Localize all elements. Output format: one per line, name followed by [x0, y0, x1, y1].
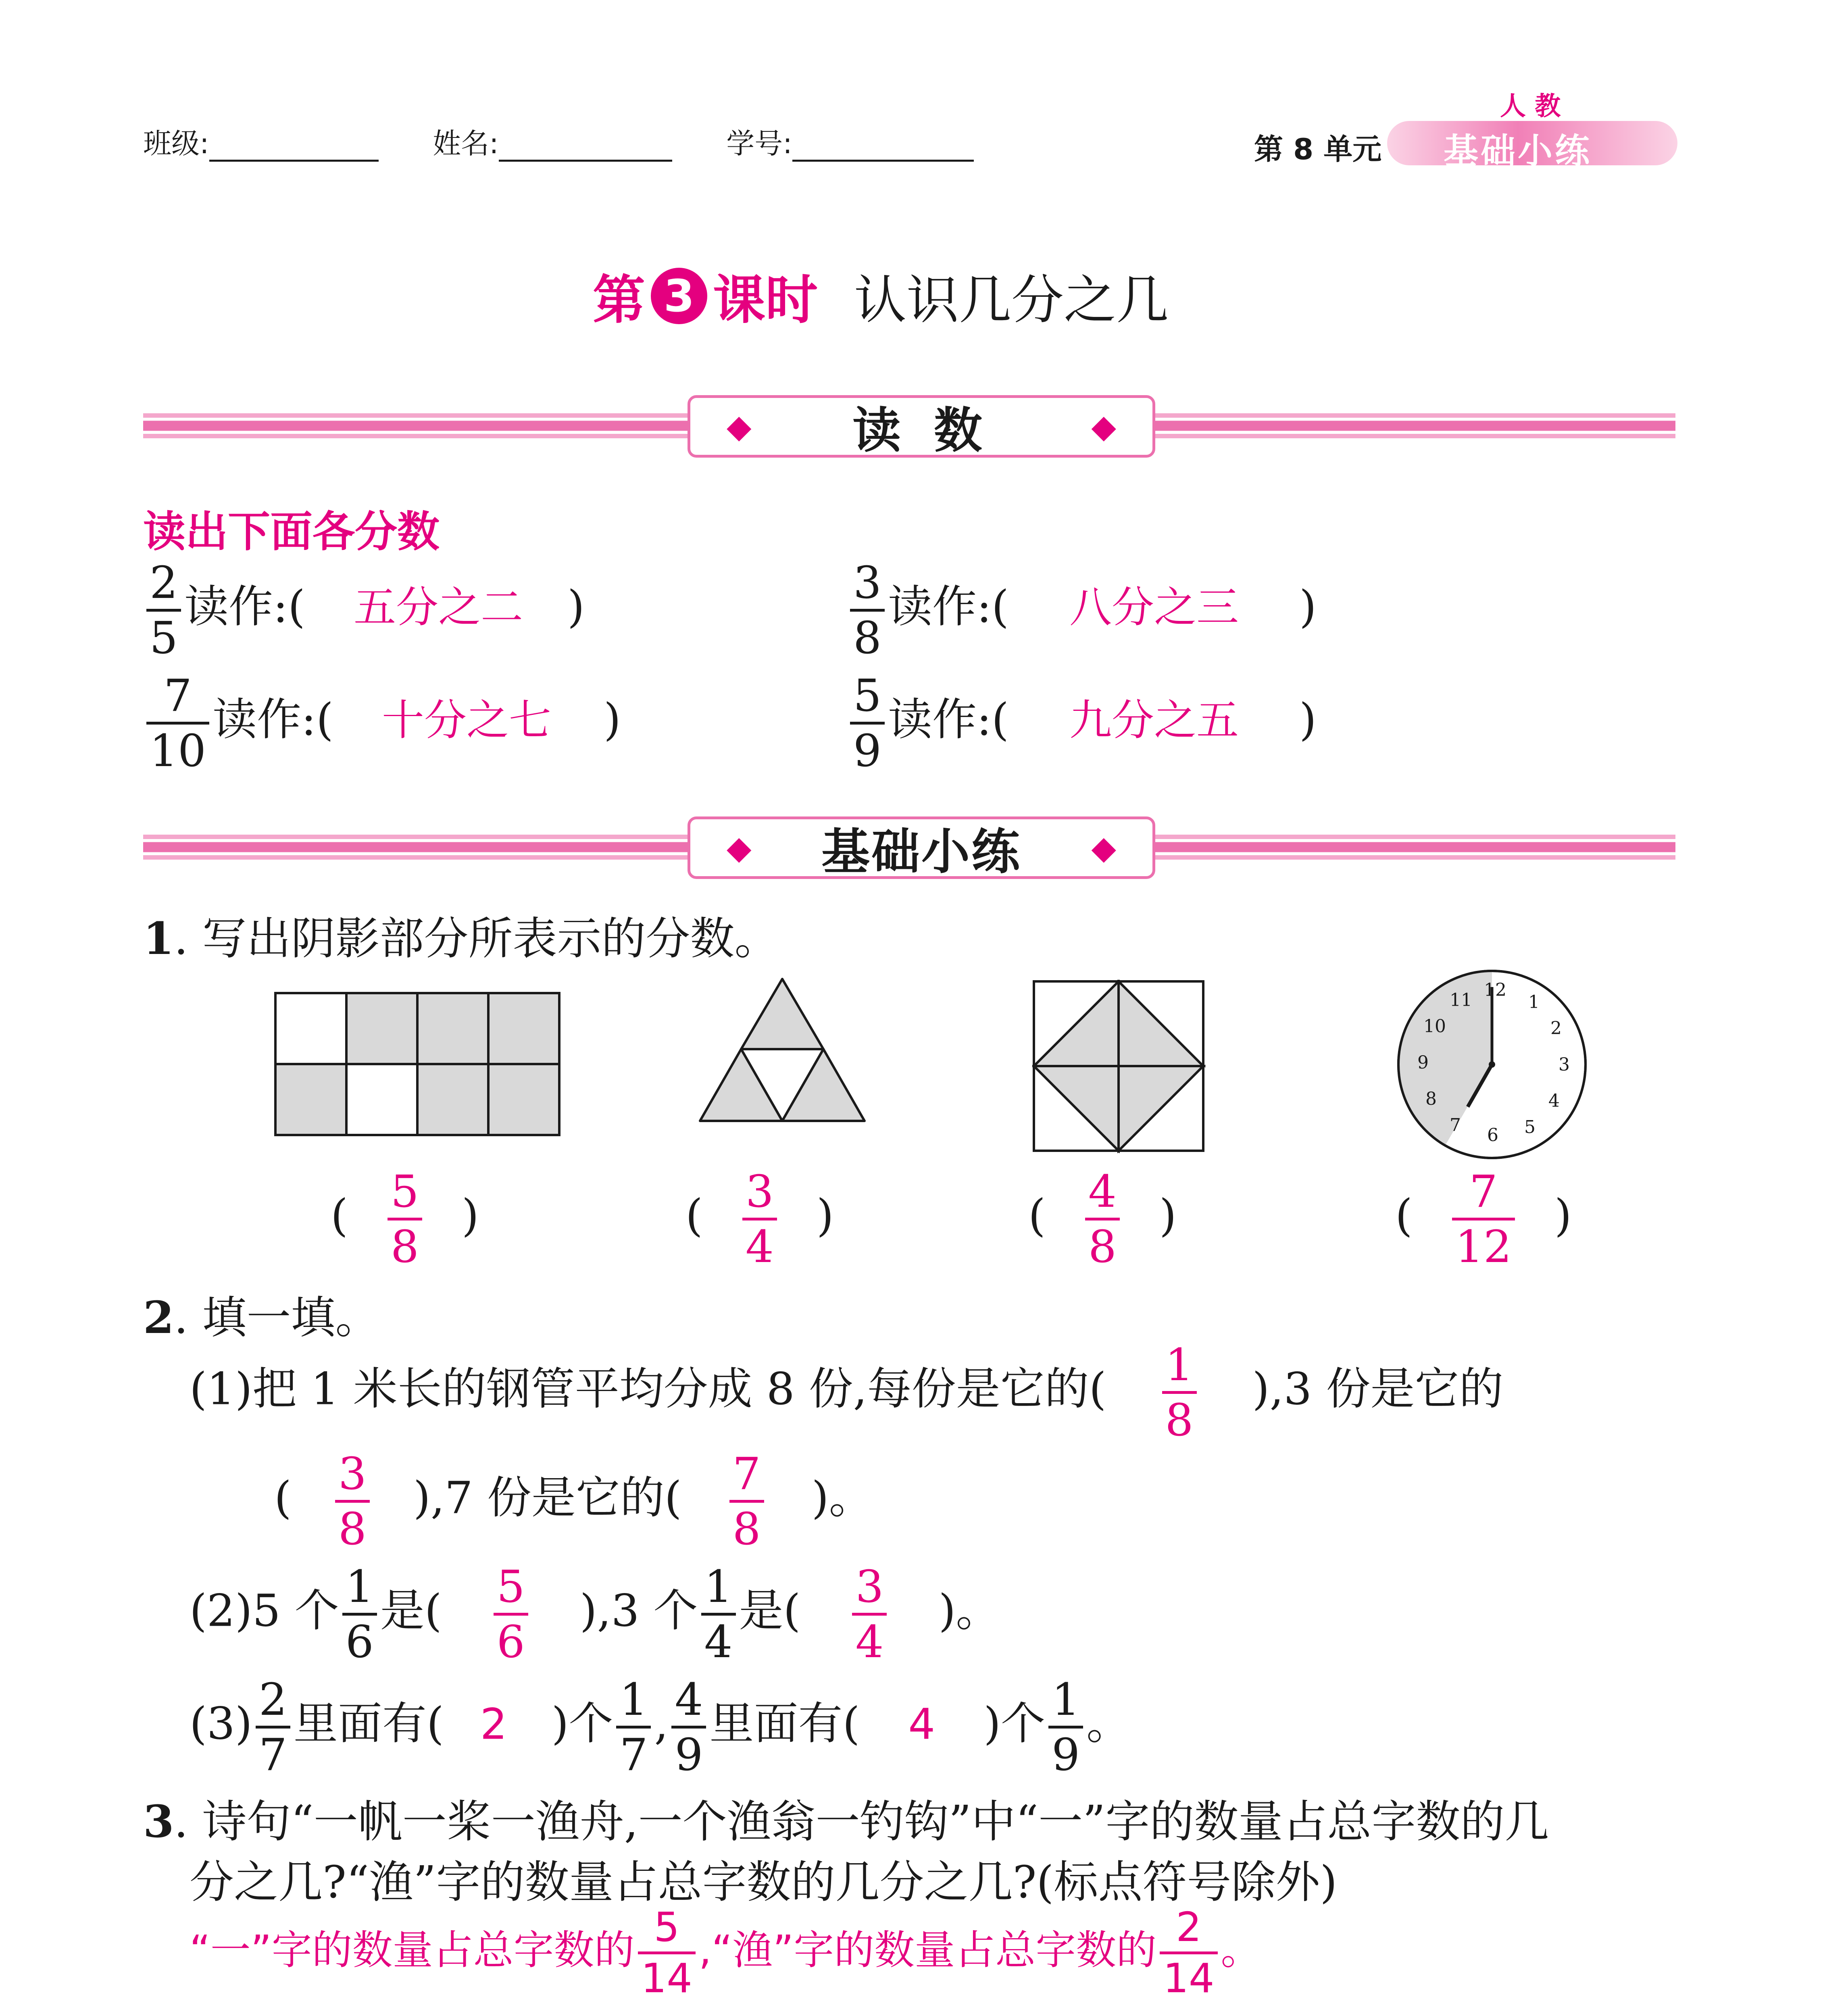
read-as-label: 读作:( [212, 694, 333, 746]
q2-part1-line2: ( $\frac{3}{8}$ ),7 份是它的( $\frac{7}{8}$ )。 [274, 1448, 873, 1555]
answer-text: ,“渔”字的数量占总字数的 [698, 1926, 1157, 1974]
answer-text: 九分之五 [1069, 696, 1239, 745]
triangle-shaded [741, 979, 823, 1049]
answer-text: 五分之二 [353, 583, 523, 632]
text: )个 [551, 1697, 613, 1749]
q1-text [143, 903, 779, 967]
clock-number: 2 [1550, 1018, 1562, 1039]
grid-cell-shaded [417, 993, 488, 1064]
q1-grid-figure [274, 992, 560, 1137]
answer-fraction: $\frac{4}{8}$ [1085, 1169, 1120, 1269]
answer-fraction: $\frac{3}{8}$ [335, 1452, 370, 1551]
grid-cell-shaded [488, 1064, 559, 1135]
text: 里面有( [709, 1697, 860, 1749]
question-number: 3 [143, 1795, 174, 1847]
fraction: $\frac{3}{8}$ [850, 560, 885, 660]
q3-line2: 分之几?“渔”字的数量占总字数的几分之几?(标点符号除外) [190, 1856, 1338, 1908]
question-text: . 诗句“一帆一桨一渔舟,一个渔翁一钓钩”中“一”字的数量占总字数的几 [174, 1796, 1549, 1847]
answer-fraction: $\frac{5}{8}$ [388, 1169, 422, 1269]
clock-number: 9 [1417, 1052, 1429, 1073]
section-title-basic: 基础小练 [821, 824, 1021, 880]
header-fields [143, 121, 974, 162]
text: 是( [739, 1585, 801, 1637]
read-as-label: 读作:( [888, 694, 1009, 746]
q3-answer [190, 1904, 1261, 2002]
diamond-icon: ◆ [727, 408, 752, 445]
class-field[interactable] [209, 160, 379, 162]
lesson-number-badge: 3 [651, 268, 707, 324]
answer-fraction: $\frac{7}{8}$ [729, 1452, 764, 1551]
text: ),3 个 [579, 1585, 698, 1637]
q2-part2 [190, 1561, 1000, 1668]
grid-cell-shaded [275, 1064, 346, 1135]
read-as-label: 读作:( [184, 581, 305, 633]
answer-fraction: $\frac{5}{14}$ [638, 1907, 696, 1999]
text: 里面有( [293, 1697, 444, 1749]
grid-cell [346, 1064, 417, 1135]
clock-number: 5 [1524, 1117, 1536, 1137]
grid-cell-shaded [488, 993, 559, 1064]
clock-number: 6 [1487, 1125, 1498, 1145]
text: (3) [190, 1697, 252, 1749]
q1-square-figure [1032, 980, 1206, 1153]
unit-label: 第 8 单元 [1254, 132, 1382, 166]
answer-fraction: $\frac{7}{12}$ [1452, 1169, 1515, 1269]
grid-cell [275, 993, 346, 1064]
answer-text: “一”字的数量占总字数的 [190, 1926, 635, 1974]
fraction: $\frac{1}{9}$ [1048, 1677, 1083, 1777]
q2-part1-line1 [190, 1339, 1504, 1446]
close-paren: ) [603, 694, 621, 746]
answer-fraction: $\frac{5}{6}$ [494, 1564, 528, 1664]
section-header-basic [688, 816, 1155, 879]
clock-number: 11 [1450, 990, 1472, 1010]
text: )。 [938, 1585, 1000, 1637]
fraction: $\frac{1}{4}$ [701, 1564, 736, 1664]
fraction: $\frac{2}{7}$ [256, 1677, 290, 1777]
grid-cell-shaded [346, 993, 417, 1064]
answer-text: 十分之七 [381, 696, 551, 745]
section-title-reading: 读 数 [852, 402, 990, 459]
clock-number: 10 [1423, 1016, 1446, 1037]
class-label: 班级: [143, 127, 209, 160]
clock-number: 8 [1425, 1089, 1437, 1109]
answer-text: 4 [908, 1699, 936, 1749]
text: (1)把 1 米长的钢管平均分成 8 份,每份是它的( [190, 1363, 1106, 1415]
id-label: 学号: [726, 127, 792, 160]
diamond-icon: ◆ [1091, 408, 1116, 445]
question-text: . 写出阴影部分所表示的分数。 [174, 913, 779, 964]
q1-answer-2: ( $\frac{3}{4}$ ) [685, 1166, 834, 1272]
section-header-reading [688, 395, 1155, 458]
question-text: . 填一填。 [174, 1292, 380, 1343]
clock-number: 7 [1450, 1115, 1461, 1135]
text: (2)5 个 [190, 1585, 339, 1637]
answer-text: 2 [480, 1699, 507, 1749]
close-paren: ) [567, 581, 585, 633]
close-paren: ) [1299, 581, 1317, 633]
fraction: $\frac{1}{6}$ [342, 1564, 377, 1664]
clock-number: 3 [1558, 1054, 1570, 1075]
id-field[interactable] [792, 160, 974, 162]
reading-item-2 [847, 557, 1317, 664]
text: )。 [811, 1472, 873, 1524]
reading-item-1 [143, 557, 585, 664]
name-field[interactable] [499, 160, 672, 162]
question-number: 1 [143, 912, 174, 964]
title-suffix: 课时 [713, 269, 818, 331]
read-as-label: 读作:( [888, 581, 1009, 633]
badge-main-label: 基础小练 [1444, 131, 1592, 171]
answer-fraction: $\frac{3}{4}$ [742, 1169, 777, 1269]
close-paren: ) [1299, 694, 1317, 746]
clock-number: 4 [1548, 1091, 1560, 1111]
diamond-icon: ◆ [1091, 829, 1116, 866]
title-prefix: 第 [593, 269, 646, 331]
fraction: $\frac{2}{5}$ [146, 560, 181, 660]
q1-answer-4: ( $\frac{7}{12}$ ) [1395, 1166, 1572, 1272]
title-topic: 认识几分之几 [854, 269, 1169, 331]
answer-fraction: $\frac{3}{4}$ [852, 1564, 887, 1664]
q1-clock-figure [1395, 968, 1589, 1161]
q2-part3 [190, 1674, 1131, 1781]
fraction: $\frac{5}{9}$ [850, 673, 885, 773]
question-number: 2 [143, 1291, 174, 1343]
reading-instruction: 读出下面各分数 [143, 507, 440, 556]
text: )个 [983, 1697, 1046, 1749]
clock-number: 12 [1484, 980, 1506, 1000]
q3-line1 [143, 1786, 1549, 1850]
text: 是( [380, 1585, 442, 1637]
name-label: 姓名: [433, 127, 499, 160]
page-title [593, 258, 1169, 333]
grid-cell-shaded [417, 1064, 488, 1135]
q1-answer-3: ( $\frac{4}{8}$ ) [1028, 1166, 1177, 1272]
q1-answer-1: ( $\frac{5}{8}$ ) [331, 1166, 479, 1272]
q1-triangle-figure [698, 976, 867, 1125]
text: ),7 份是它的( [413, 1472, 682, 1524]
answer-fraction: $\frac{2}{14}$ [1160, 1907, 1217, 1999]
answer-text: 。 [1221, 1926, 1261, 1974]
fraction: $\frac{4}{9}$ [671, 1677, 706, 1777]
clock-number: 1 [1528, 992, 1540, 1012]
reading-item-3 [143, 670, 621, 777]
fraction: $\frac{1}{7}$ [616, 1677, 651, 1777]
fraction: $\frac{7}{10}$ [146, 673, 209, 773]
text: ),3 份是它的 [1252, 1363, 1504, 1415]
answer-fraction: $\frac{1}{8}$ [1162, 1343, 1197, 1442]
answer-text: 八分之三 [1069, 583, 1239, 632]
badge-top-label: 人 教 [1500, 92, 1561, 121]
reading-item-4 [847, 670, 1317, 777]
q2-text [143, 1282, 379, 1346]
text: , [654, 1697, 669, 1749]
text: 。 [1086, 1697, 1131, 1749]
diamond-icon: ◆ [727, 829, 752, 866]
